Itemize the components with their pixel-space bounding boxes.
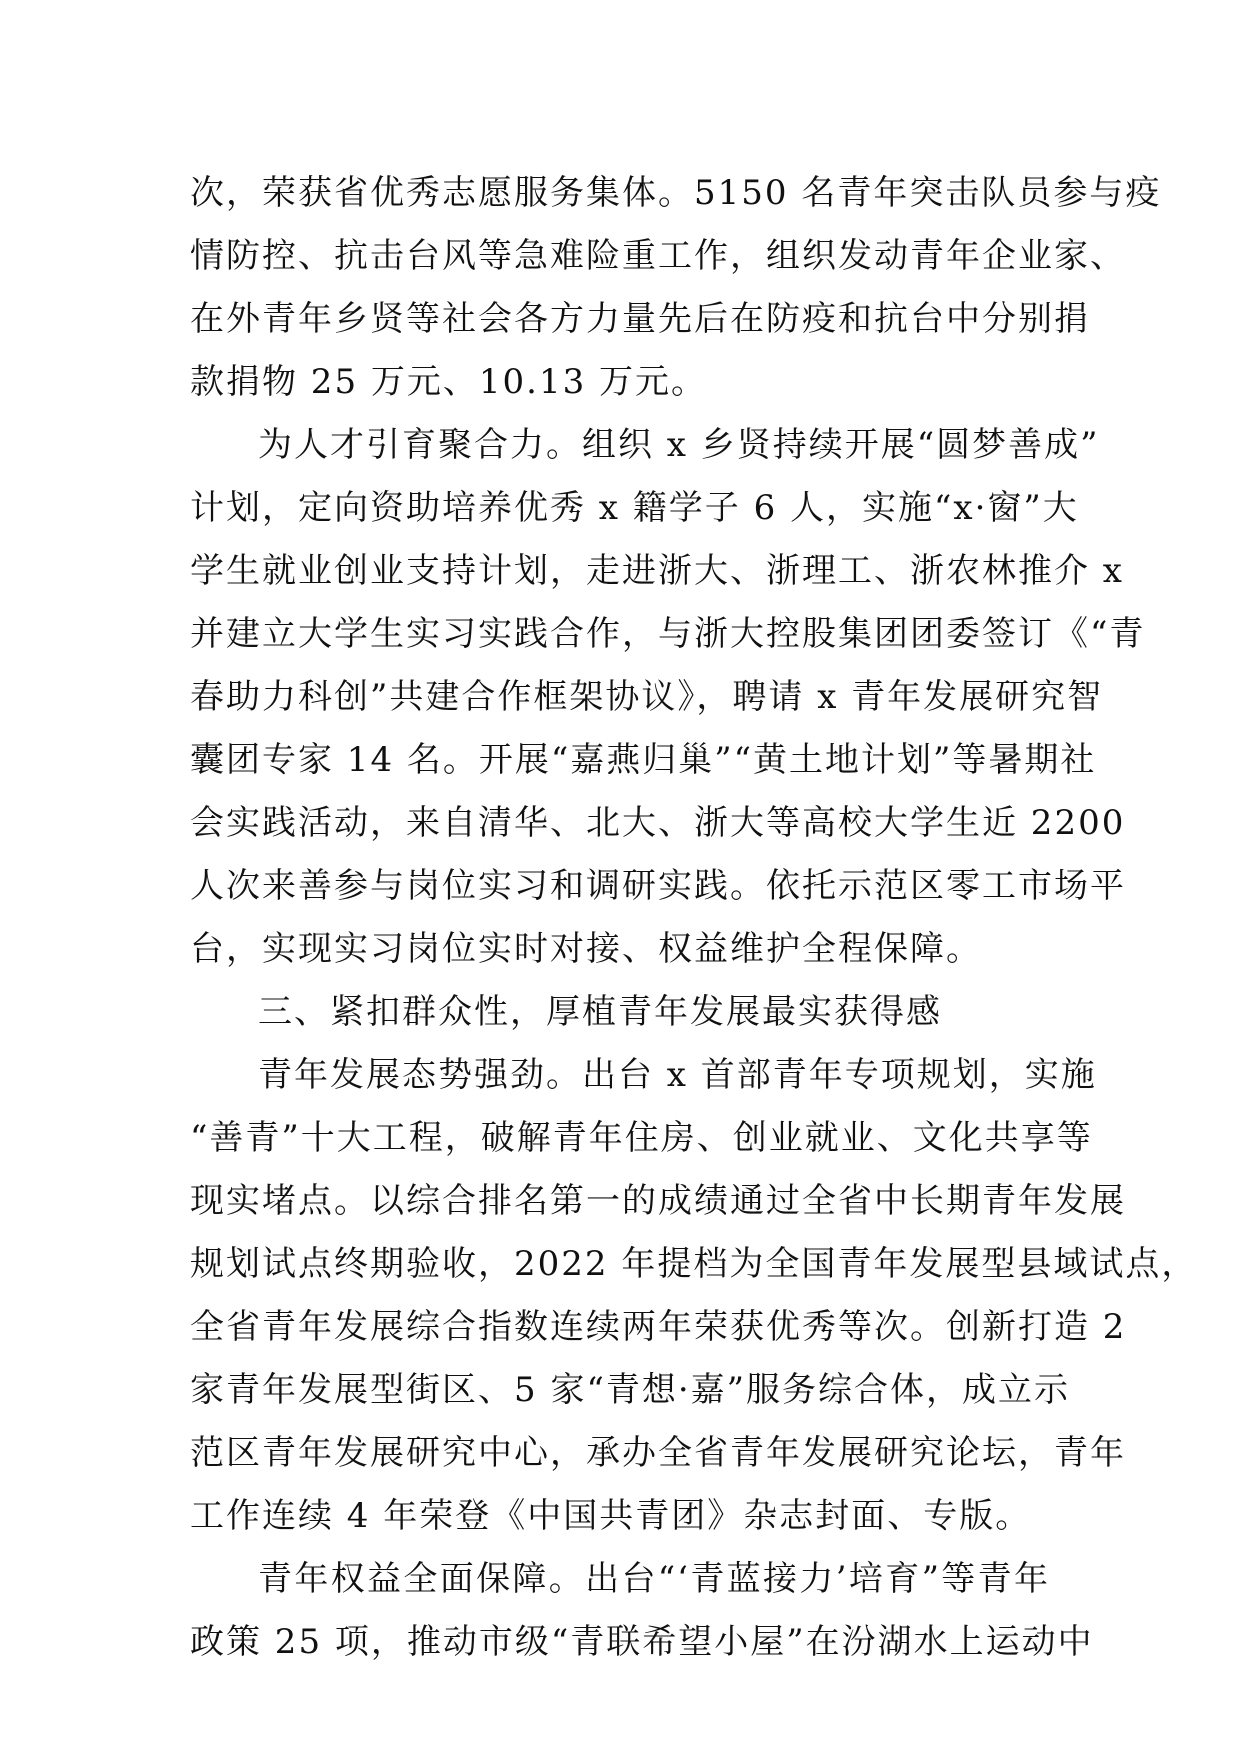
document-body xyxy=(190,162,1198,1674)
text-line: 台，实现实习岗位实时对接、权益维护全程保障。 xyxy=(190,929,982,969)
text-line: 青年发展态势强劲。出台 x 首部青年专项规划，实施 xyxy=(258,1055,1097,1095)
text-line: 计划，定向资助培养优秀 x 籍学子 6 人，实施“x·窗”大 xyxy=(190,488,1079,528)
text-line: 次，荣获省优秀志愿服务集体。5150 名青年突击队员参与疫 xyxy=(190,173,1162,213)
text-line: 款捐物 25 万元、10.13 万元。 xyxy=(190,362,708,402)
text-line: 为人才引育聚合力。组织 x 乡贤持续开展“圆梦善成” xyxy=(258,425,1100,465)
text-line: 范区青年发展研究中心，承办全省青年发展研究论坛，青年 xyxy=(190,1433,1126,1473)
text-line: 青年权益全面保障。出台“‘青蓝接力’培育”等青年 xyxy=(258,1559,1050,1599)
text-line: 在外青年乡贤等社会各方力量先后在防疫和抗台中分别捐 xyxy=(190,299,1090,339)
text-line: “善青”十大工程，破解青年住房、创业就业、文化共享等 xyxy=(190,1118,1093,1158)
text-line: 家青年发展型街区、5 家“青想·嘉”服务综合体，成立示 xyxy=(190,1370,1071,1410)
text-line: 规划试点终期验收，2022 年提档为全国青年发展型县域试点， xyxy=(190,1244,1198,1284)
text-line: 人次来善参与岗位实习和调研实践。依托示范区零工市场平 xyxy=(190,866,1126,906)
text-line: 情防控、抗击台风等急难险重工作，组织发动青年企业家、 xyxy=(190,236,1126,276)
text-line: 政策 25 项，推动市级“青联希望小屋”在汾湖水上运动中 xyxy=(190,1622,1094,1662)
text-line: 全省青年发展综合指数连续两年荣获优秀等次。创新打造 2 xyxy=(190,1307,1127,1347)
text-line: 并建立大学生实习实践合作，与浙大控股集团团委签订《“青 xyxy=(190,614,1146,654)
text-line: 会实践活动，来自清华、北大、浙大等高校大学生近 2200 xyxy=(190,803,1126,843)
text-line: 囊团专家 14 名。开展“嘉燕归巢”“黄土地计划”等暑期社 xyxy=(190,740,1097,780)
text-line: 工作连续 4 年荣登《中国共青团》杂志封面、专版。 xyxy=(190,1496,1032,1536)
section-heading: 三、紧扣群众性，厚植青年发展最实获得感 xyxy=(258,992,942,1032)
text-line: 学生就业创业支持计划，走进浙大、浙理工、浙农林推介 x xyxy=(190,551,1124,591)
text-line: 春助力科创”共建合作框架协议》，聘请 x 青年发展研究智 xyxy=(190,677,1104,717)
text-line: 现实堵点。以综合排名第一的成绩通过全省中长期青年发展 xyxy=(190,1181,1126,1221)
